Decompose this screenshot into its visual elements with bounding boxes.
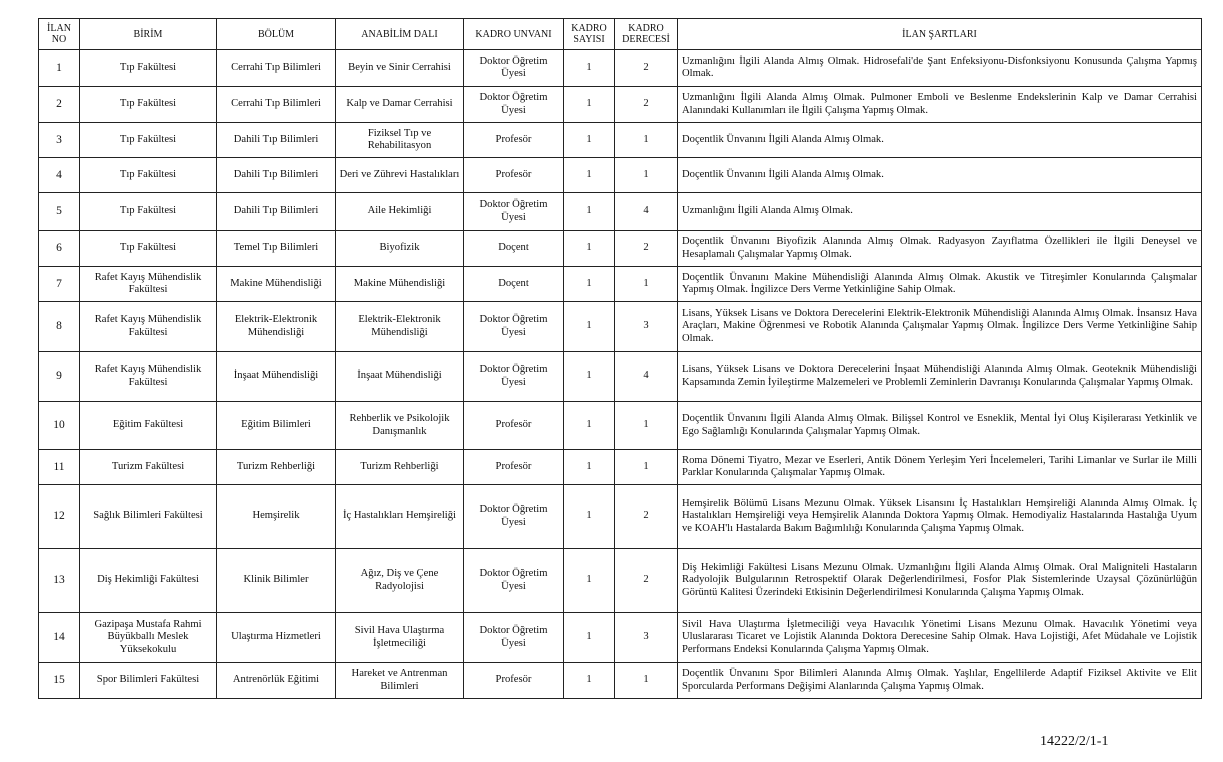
cell-no: 1: [39, 50, 80, 87]
cell-unvan: Doktor Öğretim Üyesi: [464, 613, 564, 663]
header-unvan: KADRO UNVANI: [464, 19, 564, 50]
cell-no: 3: [39, 123, 80, 158]
cell-derece: 2: [615, 87, 678, 123]
cell-unvan: Doktor Öğretim Üyesi: [464, 302, 564, 352]
cell-bolum: İnşaat Mühendisliği: [217, 352, 336, 402]
cell-anabilim: Deri ve Zührevi Hastalıkları: [336, 158, 464, 193]
ilan-table: [38, 18, 1202, 699]
table-row: [39, 193, 1202, 231]
cell-anabilim: Ağız, Diş ve Çene Radyolojisi: [336, 549, 464, 613]
cell-anabilim: Fiziksel Tıp ve Rehabilitasyon: [336, 123, 464, 158]
cell-bolum: Hemşirelik: [217, 485, 336, 549]
cell-derece: 2: [615, 231, 678, 267]
cell-sayi: 1: [564, 613, 615, 663]
cell-sayi: 1: [564, 302, 615, 352]
table-row: [39, 485, 1202, 549]
cell-derece: 4: [615, 352, 678, 402]
cell-no: 15: [39, 663, 80, 699]
cell-derece: 2: [615, 485, 678, 549]
cell-sayi: 1: [564, 663, 615, 699]
header-birim: BİRİM: [80, 19, 217, 50]
cell-anabilim: Sivil Hava Ulaştırma İşletmeciliği: [336, 613, 464, 663]
cell-no: 9: [39, 352, 80, 402]
cell-no: 11: [39, 450, 80, 485]
cell-birim: Turizm Fakültesi: [80, 450, 217, 485]
cell-no: 14: [39, 613, 80, 663]
cell-derece: 2: [615, 549, 678, 613]
cell-sartlar: Hemşirelik Bölümü Lisans Mezunu Olmak. Yüksek Lisansını İç Hastalıkları Hemşireliği Alanında Almış Olmak. İç Hastalıkları Hemşireliği veya Hemşirelik Alanında Doktora Yapmış Olmak. Hemodiyaliz Hastalarında Hastalığa Uyum ve KOAH'lı Hastalarda Bakım Bağımlılığı Konularında Çalışma Yapmış Olmak.: [678, 485, 1202, 549]
cell-no: 5: [39, 193, 80, 231]
cell-unvan: Doktor Öğretim Üyesi: [464, 352, 564, 402]
cell-no: 4: [39, 158, 80, 193]
cell-anabilim: Aile Hekimliği: [336, 193, 464, 231]
cell-sartlar: Sivil Hava Ulaştırma İşletmeciliği veya Havacılık Yönetimi Lisans Mezunu Olmak. Havacılık Yönetimi veya Uluslararası Ticaret ve Lojistik Alanında Doktora Derecesine Sahip Olmak. Hava Lojistiği, Afet Müdahale ve Lojistik Performans Endeksi Konularında Çalışma Yapmış Olmak.: [678, 613, 1202, 663]
cell-sayi: 1: [564, 193, 615, 231]
cell-sartlar: Doçentlik Ünvanını Spor Bilimleri Alanında Almış Olmak. Yaşlılar, Engellilerde Adaptif Fiziksel Aktivite ve Elit Sporcularda Performans Değişimi Alanlarında Çalışma Yapmış Olmak.: [678, 663, 1202, 699]
cell-sartlar: Doçentlik Ünvanını Makine Mühendisliği Alanında Almış Olmak. Akustik ve Titreşimler Konularında Çalışmalar Yapmış Olmak. İngilizce Ders Verme Yetkinliğine Sahip Olmak.: [678, 267, 1202, 302]
cell-sartlar: Doçentlik Ünvanını Biyofizik Alanında Almış Olmak. Radyasyon Zayıflatma Özellikleri ile İlgili Deneysel ve Hesaplamalı Çalışmalar Yapmış Olmak.: [678, 231, 1202, 267]
table-row: [39, 158, 1202, 193]
cell-bolum: Cerrahi Tıp Bilimleri: [217, 87, 336, 123]
cell-unvan: Profesör: [464, 402, 564, 450]
cell-unvan: Profesör: [464, 123, 564, 158]
cell-no: 6: [39, 231, 80, 267]
cell-sayi: 1: [564, 352, 615, 402]
cell-sayi: 1: [564, 50, 615, 87]
header-bolum: BÖLÜM: [217, 19, 336, 50]
header-anabilim: ANABİLİM DALI: [336, 19, 464, 50]
header-row: [39, 19, 1202, 50]
cell-bolum: Antrenörlük Eğitimi: [217, 663, 336, 699]
table-row: [39, 123, 1202, 158]
cell-unvan: Profesör: [464, 663, 564, 699]
cell-anabilim: Biyofizik: [336, 231, 464, 267]
cell-birim: Tıp Fakültesi: [80, 193, 217, 231]
cell-sartlar: Doçentlik Ünvanını İlgili Alanda Almış Olmak. Bilişsel Kontrol ve Esneklik, Mental İyi Oluş Kişilerarası Yetkinlik ve Ego Sağlamlığı Konularında Çalışmalar Yapmış Olmak.: [678, 402, 1202, 450]
cell-anabilim: Beyin ve Sinir Cerrahisi: [336, 50, 464, 87]
cell-derece: 3: [615, 302, 678, 352]
cell-birim: Rafet Kayış Mühendislik Fakültesi: [80, 267, 217, 302]
cell-anabilim: İç Hastalıkları Hemşireliği: [336, 485, 464, 549]
cell-sartlar: Doçentlik Ünvanını İlgili Alanda Almış Olmak.: [678, 158, 1202, 193]
cell-derece: 1: [615, 450, 678, 485]
cell-sartlar: Roma Dönemi Tiyatro, Mezar ve Eserleri, Antik Dönem Yerleşim Yeri İncelemeleri, Tarihi Limanlar ve Surlar ile Milli Parklar Konularında Çalışmalar Yapmış Olmak.: [678, 450, 1202, 485]
cell-birim: Diş Hekimliği Fakültesi: [80, 549, 217, 613]
cell-derece: 1: [615, 402, 678, 450]
cell-sartlar: Diş Hekimliği Fakültesi Lisans Mezunu Olmak. Uzmanlığını İlgili Alanda Almış Olmak. Oral Maligniteli Hastaların Radyolojik Bulgularının Retrospektif Olarak Değerlendirilmesi, Fosfor Plak Sistemlerinde Uzaysal Çözünürlüğün Görüntü Kalitesi Üzerindeki Etkisinin Değerlendirilmesi Konularında Çalışma Yapmış Olmak.: [678, 549, 1202, 613]
cell-birim: Sağlık Bilimleri Fakültesi: [80, 485, 217, 549]
cell-sartlar: Lisans, Yüksek Lisans ve Doktora Derecelerini Elektrik-Elektronik Mühendisliği Alanında Almış Olmak. İnsansız Hava Araçları, Makine Öğrenmesi ve Robotik Alanında Çalışmalar Yapmış Olmak. İngilizce Ders Verme Yetkinliğine Sahip Olmak.: [678, 302, 1202, 352]
table-row: [39, 663, 1202, 699]
cell-sartlar: Doçentlik Ünvanını İlgili Alanda Almış Olmak.: [678, 123, 1202, 158]
header-ilan-no: İLAN NO: [39, 19, 80, 50]
cell-sartlar: Uzmanlığını İlgili Alanda Almış Olmak. Hidrosefali'de Şant Enfeksiyonu-Disfonksiyonu Konusunda Çalışma Yapmış Olmak.: [678, 50, 1202, 87]
cell-derece: 1: [615, 123, 678, 158]
cell-bolum: Eğitim Bilimleri: [217, 402, 336, 450]
cell-birim: Tıp Fakültesi: [80, 231, 217, 267]
table-row: [39, 549, 1202, 613]
cell-anabilim: İnşaat Mühendisliği: [336, 352, 464, 402]
cell-derece: 3: [615, 613, 678, 663]
cell-birim: Eğitim Fakültesi: [80, 402, 217, 450]
table-row: [39, 402, 1202, 450]
cell-no: 2: [39, 87, 80, 123]
table-row: [39, 450, 1202, 485]
cell-bolum: Ulaştırma Hizmetleri: [217, 613, 336, 663]
cell-sartlar: Uzmanlığını İlgili Alanda Almış Olmak. Pulmoner Emboli ve Beslenme Endekslerinin Kalp ve Damar Cerrahisi Alanındaki Kullanımları ile İlgili Çalışma Yapmış Olmak.: [678, 87, 1202, 123]
cell-sartlar: Lisans, Yüksek Lisans ve Doktora Derecelerini İnşaat Mühendisliği Alanında Almış Olmak. Geoteknik Mühendisliği Kapsamında Zemin İyileştirme Malzemeleri ve Problemli Zeminlerin Davranışı Konularında Çalışmalar Yapmış Olmak.: [678, 352, 1202, 402]
cell-anabilim: Makine Mühendisliği: [336, 267, 464, 302]
cell-bolum: Turizm Rehberliği: [217, 450, 336, 485]
cell-unvan: Doktor Öğretim Üyesi: [464, 485, 564, 549]
cell-birim: Tıp Fakültesi: [80, 50, 217, 87]
cell-derece: 1: [615, 158, 678, 193]
cell-anabilim: Hareket ve Antrenman Bilimleri: [336, 663, 464, 699]
cell-bolum: Makine Mühendisliği: [217, 267, 336, 302]
cell-sayi: 1: [564, 158, 615, 193]
cell-birim: Rafet Kayış Mühendislik Fakültesi: [80, 352, 217, 402]
table-row: [39, 267, 1202, 302]
cell-bolum: Dahili Tıp Bilimleri: [217, 193, 336, 231]
cell-birim: Tıp Fakültesi: [80, 158, 217, 193]
cell-anabilim: Turizm Rehberliği: [336, 450, 464, 485]
cell-bolum: Dahili Tıp Bilimleri: [217, 123, 336, 158]
table-row: [39, 613, 1202, 663]
cell-no: 10: [39, 402, 80, 450]
cell-birim: Tıp Fakültesi: [80, 123, 217, 158]
cell-no: 7: [39, 267, 80, 302]
cell-unvan: Doktor Öğretim Üyesi: [464, 193, 564, 231]
cell-bolum: Elektrik-Elektronik Mühendisliği: [217, 302, 336, 352]
table-row: [39, 352, 1202, 402]
cell-no: 8: [39, 302, 80, 352]
table-row: [39, 50, 1202, 87]
cell-sayi: 1: [564, 549, 615, 613]
document-code: 14222/2/1-1: [1040, 734, 1109, 749]
cell-derece: 4: [615, 193, 678, 231]
cell-bolum: Temel Tıp Bilimleri: [217, 231, 336, 267]
cell-sayi: 1: [564, 231, 615, 267]
cell-derece: 2: [615, 50, 678, 87]
cell-sayi: 1: [564, 87, 615, 123]
cell-birim: Spor Bilimleri Fakültesi: [80, 663, 217, 699]
cell-unvan: Profesör: [464, 158, 564, 193]
cell-unvan: Doktor Öğretim Üyesi: [464, 549, 564, 613]
cell-unvan: Doktor Öğretim Üyesi: [464, 87, 564, 123]
cell-bolum: Dahili Tıp Bilimleri: [217, 158, 336, 193]
table-row: [39, 231, 1202, 267]
cell-no: 12: [39, 485, 80, 549]
header-sayi: KADRO SAYISI: [564, 19, 615, 50]
cell-unvan: Doçent: [464, 231, 564, 267]
cell-unvan: Doktor Öğretim Üyesi: [464, 50, 564, 87]
cell-unvan: Profesör: [464, 450, 564, 485]
cell-sartlar: Uzmanlığını İlgili Alanda Almış Olmak.: [678, 193, 1202, 231]
cell-anabilim: Elektrik-Elektronik Mühendisliği: [336, 302, 464, 352]
table-row: [39, 302, 1202, 352]
cell-derece: 1: [615, 663, 678, 699]
cell-anabilim: Kalp ve Damar Cerrahisi: [336, 87, 464, 123]
cell-sayi: 1: [564, 402, 615, 450]
table-body: [39, 50, 1202, 699]
cell-unvan: Doçent: [464, 267, 564, 302]
cell-birim: Tıp Fakültesi: [80, 87, 217, 123]
cell-sayi: 1: [564, 267, 615, 302]
header-derece: KADRO DERECESİ: [615, 19, 678, 50]
header-sartlar: İLAN ŞARTLARI: [678, 19, 1202, 50]
cell-birim: Rafet Kayış Mühendislik Fakültesi: [80, 302, 217, 352]
cell-bolum: Cerrahi Tıp Bilimleri: [217, 50, 336, 87]
cell-sayi: 1: [564, 123, 615, 158]
table-row: [39, 87, 1202, 123]
cell-derece: 1: [615, 267, 678, 302]
cell-no: 13: [39, 549, 80, 613]
cell-bolum: Klinik Bilimler: [217, 549, 336, 613]
cell-birim: Gazipaşa Mustafa Rahmi Büyükballı Meslek Yüksekokulu: [80, 613, 217, 663]
cell-sayi: 1: [564, 485, 615, 549]
cell-anabilim: Rehberlik ve Psikolojik Danışmanlık: [336, 402, 464, 450]
cell-sayi: 1: [564, 450, 615, 485]
